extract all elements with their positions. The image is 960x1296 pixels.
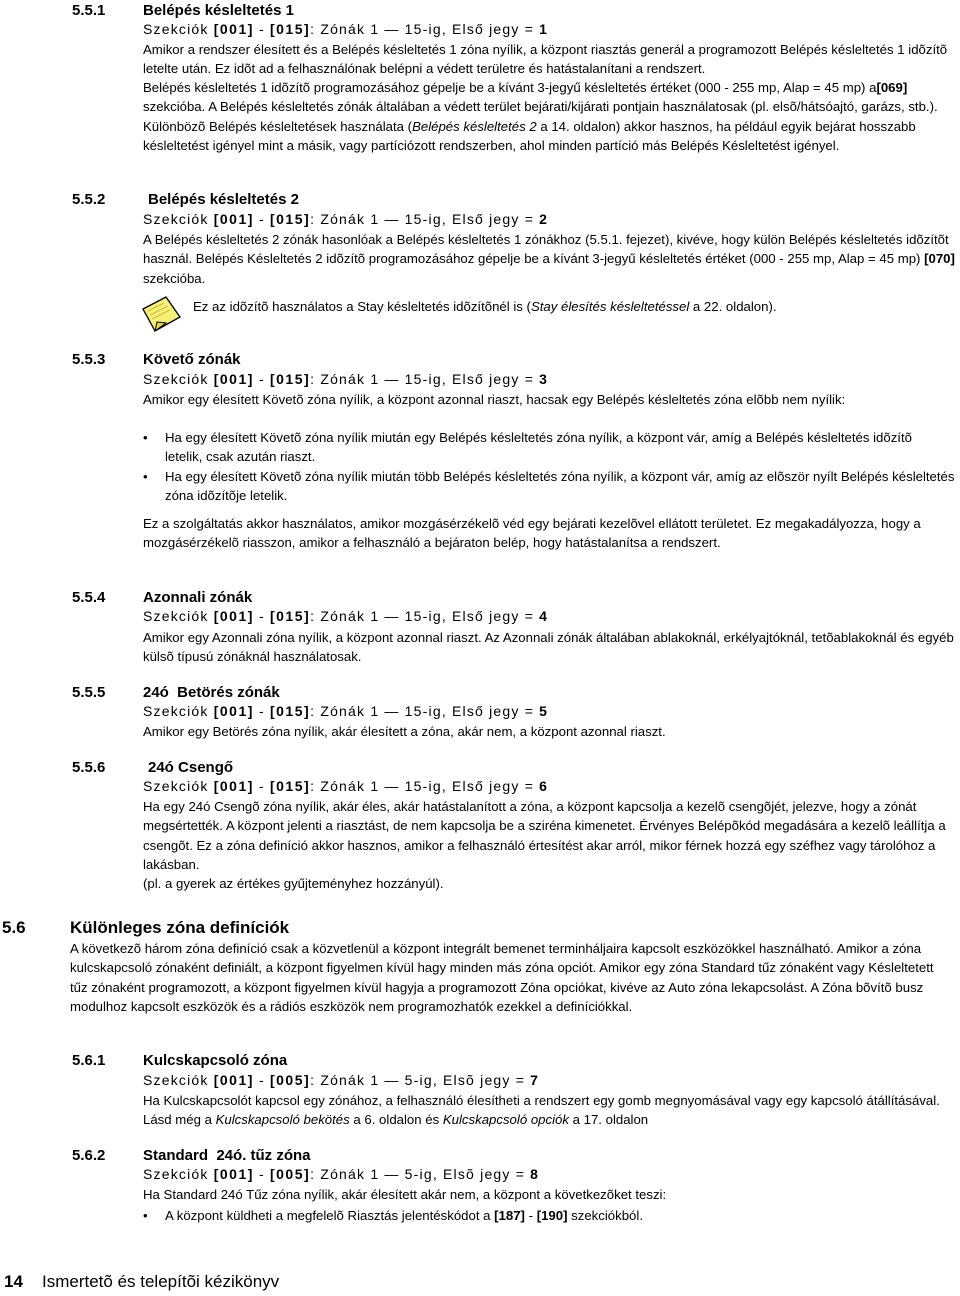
note-icon [140,293,182,335]
chapter-number: 5.6 [2,918,26,937]
note-text: Ez az idõzítõ használatos a Stay késleltetés idõzítõnél is (Stay élesítés késleltetéssel a 22. oldalon). [193,299,777,314]
paragraph: (pl. a gyerek az értékes gyűjteményhez hozzányúl). [143,876,444,891]
section-title: 24ó Betörés zónák [143,684,280,701]
section-number: 5.5.6 [72,759,106,776]
section-title: Belépés késleltetés 2 [148,191,299,208]
list-item: • Ha egy élesített Követõ zóna nyílik miután több Belépés késleltetés zóna nyílik, a központ vár, amíg az elõször nyílt Belépés késleltetés zóna idõzítõje letelik. [143,469,955,504]
section-number: 5.5.1 [72,2,106,19]
section-reference: Szekciók [001] - [015]: Zónák 1 — 15-ig, Első jegy = 4 [143,608,549,624]
section-number: 5.5.4 [72,589,106,606]
section-reference: Szekciók [001] - [015]: Zónák 1 — 15-ig, Első jegy = 6 [143,778,549,794]
paragraph: Ha Standard 24ó Tűz zóna nyílik, akár élesített akár nem, a központ a következõket teszi: [143,1187,667,1202]
paragraph: Amikor egy Betörés zóna nyílik, akár élesített a zóna, akár nem, a központ azonnal riaszt. [143,724,666,739]
section-reference: Szekciók [001] - [015]: Zónák 1 — 15-ig, Első jegy = 2 [143,211,549,227]
chapter-title: Különleges zóna definíciók [70,918,290,937]
section-reference: Szekciók [001] - [015]: Zónák 1 — 15-ig, Első jegy = 3 [143,371,549,387]
section-number: 5.6.2 [72,1147,106,1164]
paragraph: Ha egy 24ó Csengõ zóna nyílik, akár éles, akár hatástalanított a zóna, a központ kapcsolja a kezelõ csengõjét, jelezve, hogy a zónát megsértették. A központ jelenti a riasztást, de nem kapcsolja be a sziréna kimenetet. Érvényes Belépõkód megadására a kezelõ leállítja a csengõt. Ez a zóna definíció akkor hasznos, amikor a felhasználó értesítést akar arról, mikor férnek hozzá egy széfhez vagy tárolóhoz a lakásban. [143,799,946,872]
paragraph: Ez a szolgáltatás akkor használatos, amikor mozgásérzékelõ véd egy bejárati kezelõvel ellátott területet. Ez megakadályozza, hogy a mozgásérzékelõ riasszon, amikor a felhasználó a bejáraton belép, hogy hatástalanítsa a rendszert. [143,516,921,551]
list-item: • A központ küldheti a megfelelõ Riasztás jelentéskódot a [187] - [190] szekciókból. [143,1208,643,1223]
section-title: Kulcskapcsoló zóna [143,1052,288,1069]
section-title: Követő zónák [143,351,241,368]
section-title: 24ó Csengő [148,759,234,776]
paragraph: A Belépés késleltetés 2 zónák hasonlóak a Belépés késleltetés 1 zónákhoz (5.5.1. fejezet), kivéve, hogy külön Belépés késleltetés idõzítõt használ. Belépés Késleltetés 2 idõzítõ programozásához gépelje be a kívánt 3-jegyű késleltetés értéket (000 - 255 mp, Alap = 45 mp) [070] szekcióba. [143,232,955,286]
section-reference: Szekciók [001] - [005]: Zónák 1 — 5-ig, Elsõ jegy = 7 [143,1072,540,1088]
paragraph: Amikor egy Azonnali zóna nyílik, a központ azonnal riaszt. Az Azonnali zónák általában ablakoknál, erkélyajtóknál, tetõablakoknál és egyéb külsõ típusú zónáknál használatosak. [143,630,954,665]
page-number: 14 [4,1272,23,1291]
section-number: 5.5.3 [72,351,106,368]
paragraph: A következõ három zóna definíció csak a közvetlenül a központ integrált bemenet terminháljaira kapcsolt eszközökkel használható. Amikor a zóna kulcskapcsoló zónaként definiált, a központ figyelmen kívül hagy minden más zóna opciót. Amikor egy zóna Standard tűz zónaként vagy Késleltetett tűz zónaként programozott, a központ figyelmen kívül hagyja a programozott Zóna opciókat, kivéve az Auto zóna lekapcsolást. A Zóna bõvítõ busz modulhoz kapcsolt eszközök és a rádiós eszközök nem programozhatók ezekkel a definíciókkal. [70,941,934,1014]
paragraph: Amikor a rendszer élesített és a Belépés késleltetés 1 zóna nyílik, a központ riasztás generál a programozott Belépés késleltetés 1 idõzítõ letelte után. Ez idõt ad a felhasználónak belépni a védett területre és hatástalanítani a rendszert. [143,42,948,77]
footer-title: Ismertetõ és telepítõi kézikönyv [42,1272,280,1291]
section-number: 5.5.5 [72,684,106,701]
paragraph: Belépés késleltetés 1 idõzítõ programozásához gépelje be a kívánt 3-jegyű késleltetés értéket (000 - 255 mp, Alap = 45 mp) a[069] szekcióba. A Belépés késleltetés zónák általában a védett terület bejárati/kijárati pontjain használatosak (pl. elsõ/hátsóajtó, garázs, stb.). Különbözõ Belépés késleltetések használata (Belépés késleltetés 2 a 14. oldalon) akkor hasznos, ha például egyik bejárat hosszabb késleltetést igényel mint a másik, vagy partíciózott rendszerben, ahol minden partíció más Belépés Késleltetést igényel. [143,80,938,153]
section-reference: Szekciók [001] - [015]: Zónák 1 — 15-ig, Első jegy = 5 [143,703,549,719]
section-title: Standard 24ó. tűz zóna [143,1147,311,1164]
list-item: • Ha egy élesített Követõ zóna nyílik miután egy Belépés késleltetés zóna nyílik, a központ vár, amíg a Belépés késleltetés idõzítõ letelik, csak azután riaszt. [143,430,912,465]
section-number: 5.6.1 [72,1052,106,1069]
section-number: 5.5.2 [72,191,106,208]
section-title: Azonnali zónák [143,589,253,606]
section-reference: Szekciók [001] - [015]: Zónák 1 — 15-ig, Első jegy = 1 [143,21,549,37]
section-reference: Szekciók [001] - [005]: Zónák 1 — 5-ig, Elsõ jegy = 8 [143,1166,540,1182]
paragraph: Amikor egy élesített Követõ zóna nyílik, a központ azonnal riaszt, hacsak egy Belépés késleltetés zóna elõbb nem nyílik: [143,392,846,407]
section-title: Belépés késleltetés 1 [143,2,294,19]
paragraph: Ha Kulcskapcsolót kapcsol egy zónához, a felhasználó élesítheti a rendszert egy gomb megnyomásával vagy egy kapcsoló átállításával. Lásd még a Kulcskapcsoló bekötés a 6. oldalon és Kulcskapcsoló opciók a 17. oldalon [143,1093,940,1128]
